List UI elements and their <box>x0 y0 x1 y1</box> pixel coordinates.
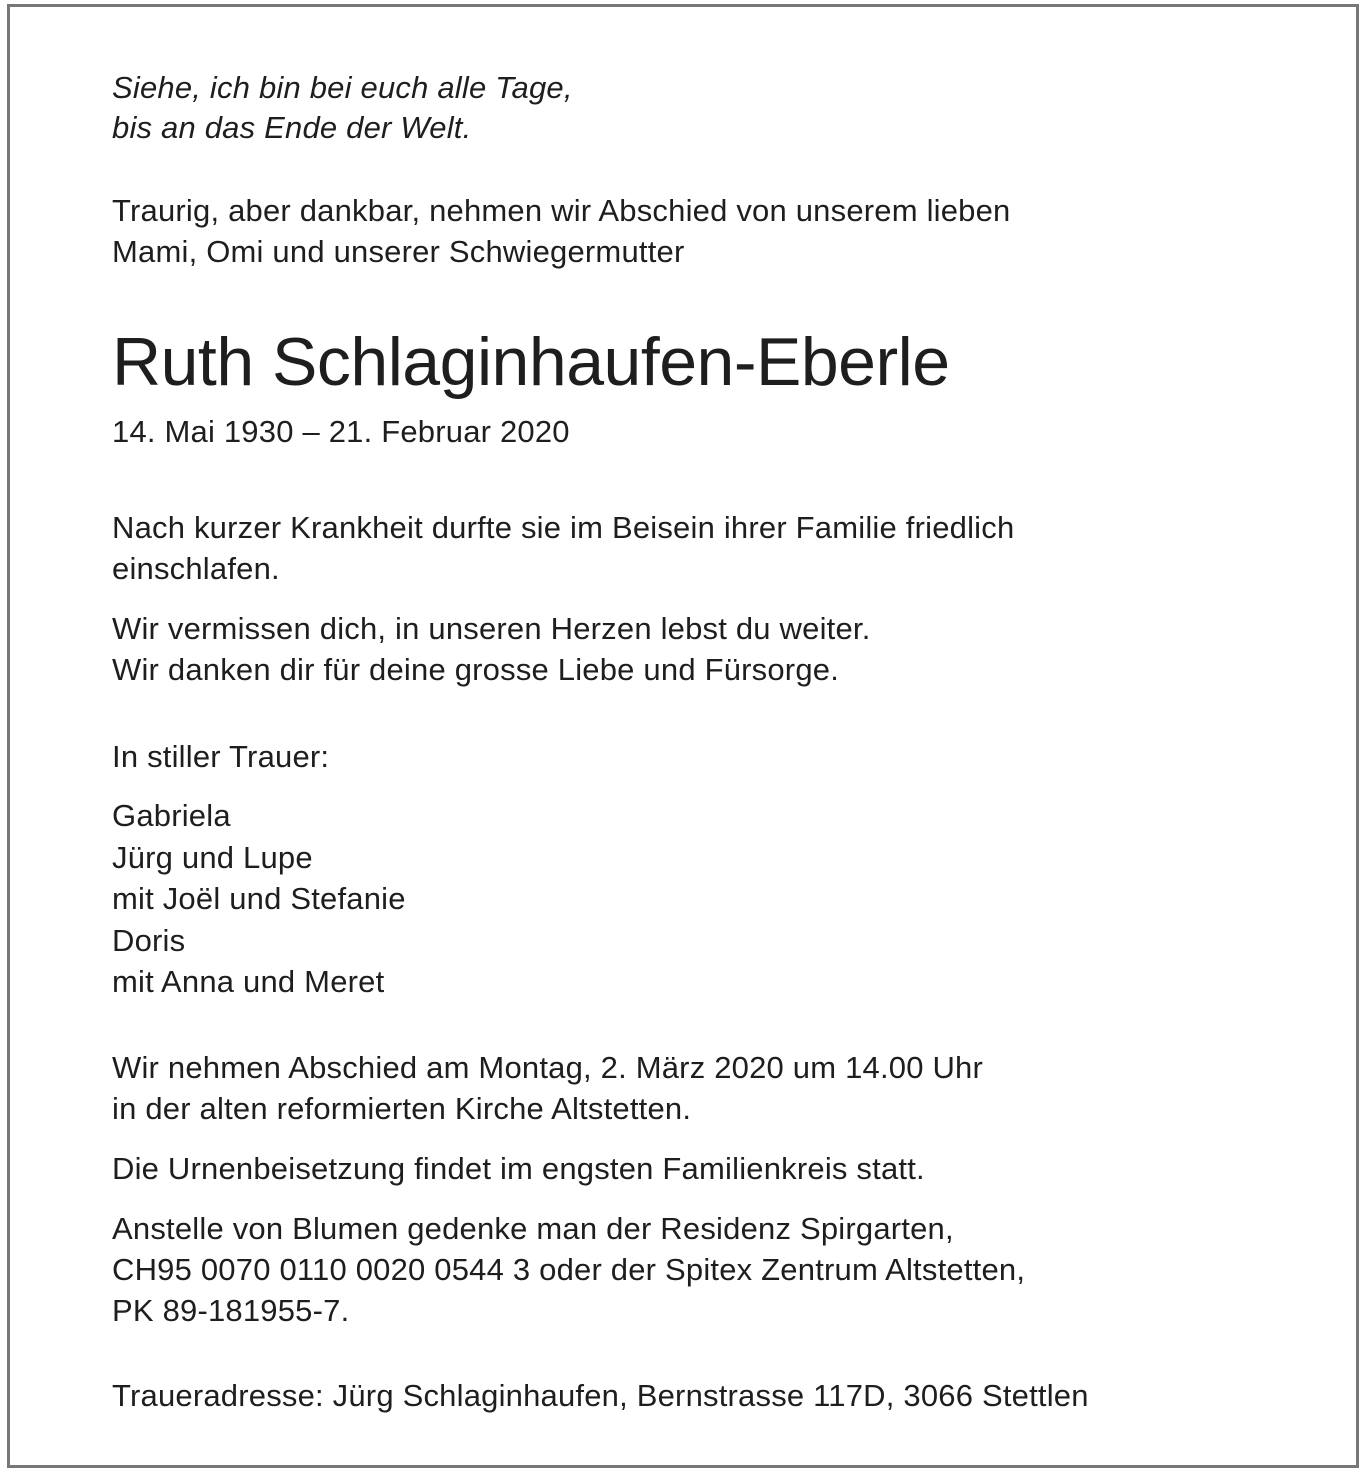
ceremony-line-2: in der alten reformierten Kirche Altstetten. <box>112 1091 692 1126</box>
intro-line-2: Mami, Omi und unserer Schwiegermutter <box>112 234 685 269</box>
verse-line-2: bis an das Ende der Welt. <box>112 110 472 145</box>
tribute-line-2: Wir danken dir für deine grosse Liebe und Fürsorge. <box>112 652 840 687</box>
tribute-line-1: Wir vermissen dich, in unseren Herzen lebst du weiter. <box>112 611 871 646</box>
burial-note: Die Urnenbeisetzung findet im engsten Familienkreis statt. <box>112 1151 925 1186</box>
donation-line-3: PK 89-181955-7. <box>112 1293 350 1328</box>
passing-line-1: Nach kurzer Krankheit durfte sie im Beisein ihrer Familie friedlich <box>112 510 1015 545</box>
donation-line-1: Anstelle von Blumen gedenke man der Residenz Spirgarten, <box>112 1211 954 1246</box>
mourning-address: Traueradresse: Jürg Schlaginhaufen, Bernstrasse 117D, 3066 Stettlen <box>112 1378 1089 1413</box>
intro-line-1: Traurig, aber dankbar, nehmen wir Abschied von unserem lieben <box>112 193 1011 228</box>
life-dates: 14. Mai 1930 – 21. Februar 2020 <box>112 414 570 449</box>
mourner-name: Gabriela <box>112 798 231 833</box>
mourner-name: Jürg und Lupe <box>112 840 313 875</box>
deceased-name: Ruth Schlaginhaufen-Eberle <box>112 324 950 400</box>
mourner-name: mit Joël und Stefanie <box>112 881 406 916</box>
donation-line-2: CH95 0070 0110 0020 0544 3 oder der Spitex Zentrum Altstetten, <box>112 1252 1026 1287</box>
verse-line-1: Siehe, ich bin bei euch alle Tage, <box>112 70 573 105</box>
passing-line-2: einschlafen. <box>112 551 280 586</box>
mourners-heading: In stiller Trauer: <box>112 739 330 774</box>
mourner-name: Doris <box>112 923 186 958</box>
mourner-name: mit Anna und Meret <box>112 964 385 999</box>
ceremony-line-1: Wir nehmen Abschied am Montag, 2. März 2020 um 14.00 Uhr <box>112 1050 984 1085</box>
